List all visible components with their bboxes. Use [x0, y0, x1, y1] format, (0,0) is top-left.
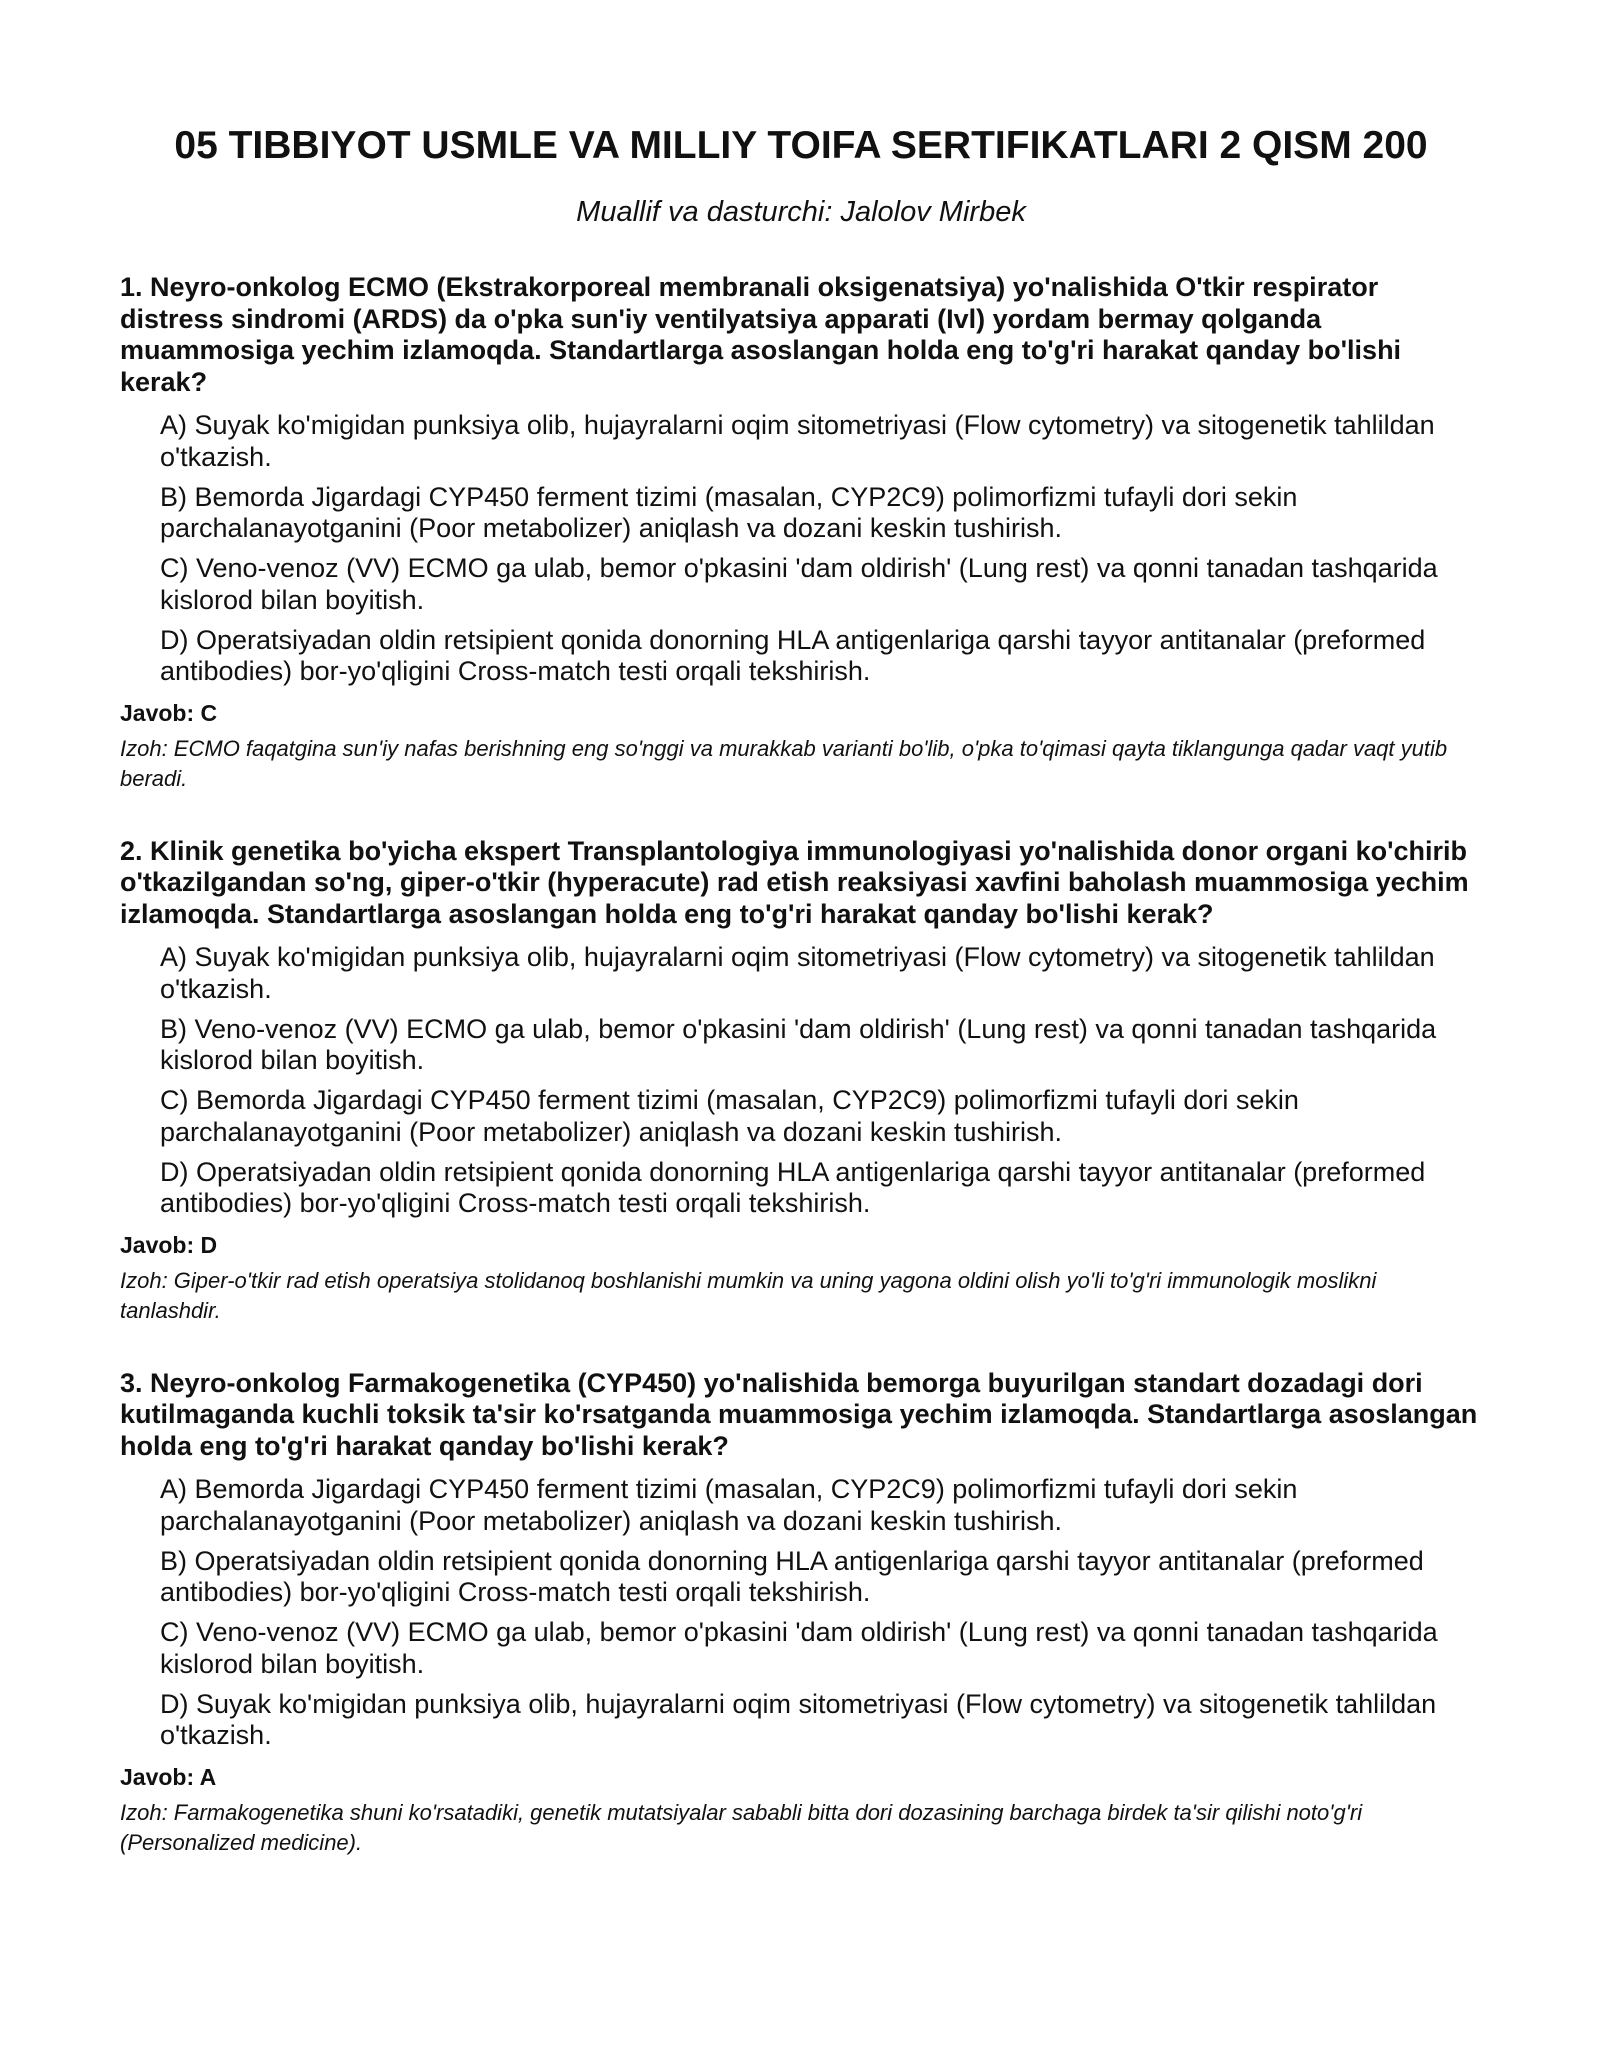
question-3: [120, 1368, 1482, 1858]
option-b: B) Veno-venoz (VV) ECMO ga ulab, bemor o'pkasini 'dam oldirish' (Lung rest) va qonni tanadan tashqarida kislorod bilan boyitish.: [160, 1013, 1437, 1075]
option-d: D) Suyak ko'migidan punksiya olib, hujayralarni oqim sitometriyasi (Flow cytometry) va sitogenetik tahlildan o'tkazish.: [160, 1688, 1437, 1750]
option-c: C) Veno-venoz (VV) ECMO ga ulab, bemor o'pkasini 'dam oldirish' (Lung rest) va qonni tanadan tashqarida kislorod bilan boyitish.: [160, 553, 1438, 615]
option-a: A) Suyak ko'migidan punksiya olib, hujayralarni oqim sitometriyasi (Flow cytometry) va sitogenetik tahlildan o'tkazish.: [160, 942, 1435, 1004]
question-text: 2. Klinik genetika bo'yicha ekspert Transplantologiya immunologiyasi yo'nalishida donor organi ko'chirib o'tkazilgandan so'ng, giper-o'tkir (hyperacute) rad etish reaksiyasi xavfini baholash muammosiga yechim izlamoqda. Standartlarga asoslangan holda eng to'g'ri harakat qanday bo'lishi kerak?: [120, 835, 1469, 929]
question-1: [120, 272, 1482, 794]
answer-options: [120, 1474, 1482, 1752]
question-2: [120, 836, 1482, 1326]
option-b: B) Operatsiyadan oldin retsipient qonida donorning HLA antigenlariga qarshi tayyor antitanalar (preformed antibodies) bor-yo'qligini Cross-match testi orqali tekshirish.: [160, 1545, 1424, 1607]
option-a: A) Bemorda Jigardagi CYP450 ferment tizimi (masalan, CYP2C9) polimorfizmi tufayli dori sekin parchalanayotganini (Poor metabolizer) aniqlash va dozani keskin tushirish.: [160, 1474, 1298, 1536]
option-d: D) Operatsiyadan oldin retsipient qonida donorning HLA antigenlariga qarshi tayyor antitanalar (preformed antibodies) bor-yo'qligini Cross-match testi orqali tekshirish.: [160, 624, 1426, 686]
answer-label: Javob: C: [120, 699, 218, 726]
explanation-note: Izoh: Farmakogenetika shuni ko'rsatadiki, genetik mutatsiyalar sababli bitta dori dozasining barchaga birdek ta'sir qilishi noto'g'ri (Personalized medicine).: [120, 1799, 1363, 1855]
option-a: A) Suyak ko'migidan punksiya olib, hujayralarni oqim sitometriyasi (Flow cytometry) va sitogenetik tahlildan o'tkazish.: [160, 410, 1435, 472]
option-c: C) Bemorda Jigardagi CYP450 ferment tizimi (masalan, CYP2C9) polimorfizmi tufayli dori sekin parchalanayotganini (Poor metabolizer) aniqlash va dozani keskin tushirish.: [160, 1085, 1299, 1147]
answer-options: [120, 942, 1482, 1220]
explanation-note: Izoh: Giper-o'tkir rad etish operatsiya stolidanoq boshlanishi mumkin va uning yagona oldini olish yo'li to'g'ri immunologik moslikni tanlashdir.: [120, 1267, 1377, 1323]
option-c: C) Veno-venoz (VV) ECMO ga ulab, bemor o'pkasini 'dam oldirish' (Lung rest) va qonni tanadan tashqarida kislorod bilan boyitish.: [160, 1617, 1438, 1679]
answer-label: Javob: D: [120, 1231, 218, 1258]
question-text: 1. Neyro-onkolog ECMO (Ekstrakorporeal membranali oksigenatsiya) yo'nalishida O'tkir respirator distress sindromi (ARDS) da o'pka sun'iy ventilyatsiya apparati (Ivl) yordam bermay qolganda muammosiga yechim izlamoqda. Standartlarga asoslangan holda eng to'g'ri harakat qanday bo'lishi kerak?: [120, 272, 1402, 397]
option-b: B) Bemorda Jigardagi CYP450 ferment tizimi (masalan, CYP2C9) polimorfizmi tufayli dori sekin parchalanayotganini (Poor metabolizer) aniqlash va dozani keskin tushirish.: [160, 481, 1298, 543]
document-title: 05 TIBBIYOT USMLE VA MILLIY TOIFA SERTIFIKATLARI 2 QISM 200: [174, 124, 1428, 167]
document-author: Muallif va dasturchi: Jalolov Mirbek: [576, 196, 1026, 228]
question-text: 3. Neyro-onkolog Farmakogenetika (CYP450) yo'nalishida bemorga buyurilgan standart dozadagi dori kutilmaganda kuchli toksik ta'sir ko'rsatganda muammosiga yechim izlamoqda. Standartlarga asoslangan holda eng to'g'ri harakat qanday bo'lishi kerak?: [120, 1367, 1478, 1461]
answer-options: [120, 410, 1482, 688]
explanation-note: Izoh: ECMO faqatgina sun'iy nafas berishning eng so'nggi va murakkab varianti bo'lib, o'pka to'qimasi qayta tiklangunga qadar vaqt yutib beradi.: [120, 735, 1448, 791]
option-d: D) Operatsiyadan oldin retsipient qonida donorning HLA antigenlariga qarshi tayyor antitanalar (preformed antibodies) bor-yo'qligini Cross-match testi orqali tekshirish.: [160, 1156, 1426, 1218]
answer-label: Javob: A: [120, 1763, 217, 1790]
